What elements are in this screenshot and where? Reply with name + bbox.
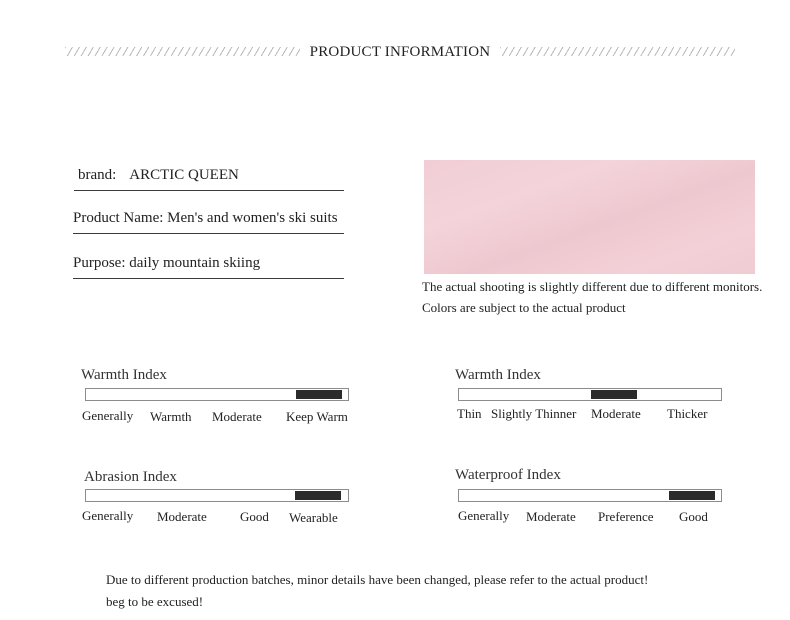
level-label: Good — [679, 509, 708, 524]
brand-value: ARCTIC QUEEN — [129, 167, 239, 183]
abrasion-index-title: Abrasion Index — [84, 469, 177, 485]
level-label: Good — [240, 509, 269, 524]
level-label: Moderate — [591, 406, 641, 421]
page-title: PRODUCT INFORMATION — [309, 44, 491, 60]
level-label: Thicker — [667, 406, 708, 421]
abrasion-index-bar — [85, 489, 349, 502]
level-label: Thin — [457, 406, 482, 421]
brand-row — [74, 167, 344, 191]
color-swatch — [424, 160, 755, 274]
warmth-index-right-fill — [591, 390, 637, 399]
footer-note-line2: beg to be excused! — [106, 594, 204, 609]
level-label: Generally — [458, 508, 510, 523]
level-label: Generally — [82, 508, 134, 523]
warmth-index-right-title: Warmth Index — [455, 367, 541, 383]
level-label: Wearable — [289, 510, 338, 525]
waterproof-index-bar — [458, 489, 722, 502]
product-name-row: Product Name: Men's and women's ski suits — [73, 210, 344, 234]
header-decoration-left — [65, 47, 300, 56]
level-label: Slightly Thinner — [491, 406, 577, 421]
purpose-row: Purpose: daily mountain skiing — [73, 255, 344, 279]
level-label: Generally — [82, 408, 134, 423]
abrasion-index-fill — [295, 491, 341, 500]
color-note-line1: The actual shooting is slightly different due to different monitors. — [422, 279, 763, 294]
level-label: Preference — [598, 509, 654, 524]
warmth-index-left-fill — [296, 390, 342, 399]
warmth-index-right-bar — [458, 388, 722, 401]
footer-note-line1: Due to different production batches, minor details have been changed, please refer to the actual product! — [106, 572, 649, 587]
color-note-line2: Colors are subject to the actual product — [422, 300, 626, 315]
header-decoration-right — [500, 47, 735, 56]
waterproof-index-title: Waterproof Index — [455, 467, 561, 483]
level-label: Moderate — [157, 509, 207, 524]
warmth-index-left-title: Warmth Index — [81, 367, 167, 383]
warmth-index-left-bar — [85, 388, 349, 401]
brand-label: brand: — [78, 167, 117, 183]
level-label: Moderate — [526, 509, 576, 524]
waterproof-index-fill — [669, 491, 715, 500]
level-label: Moderate — [212, 409, 262, 424]
level-label: Warmth — [150, 409, 192, 424]
level-label: Keep Warm — [286, 409, 348, 424]
